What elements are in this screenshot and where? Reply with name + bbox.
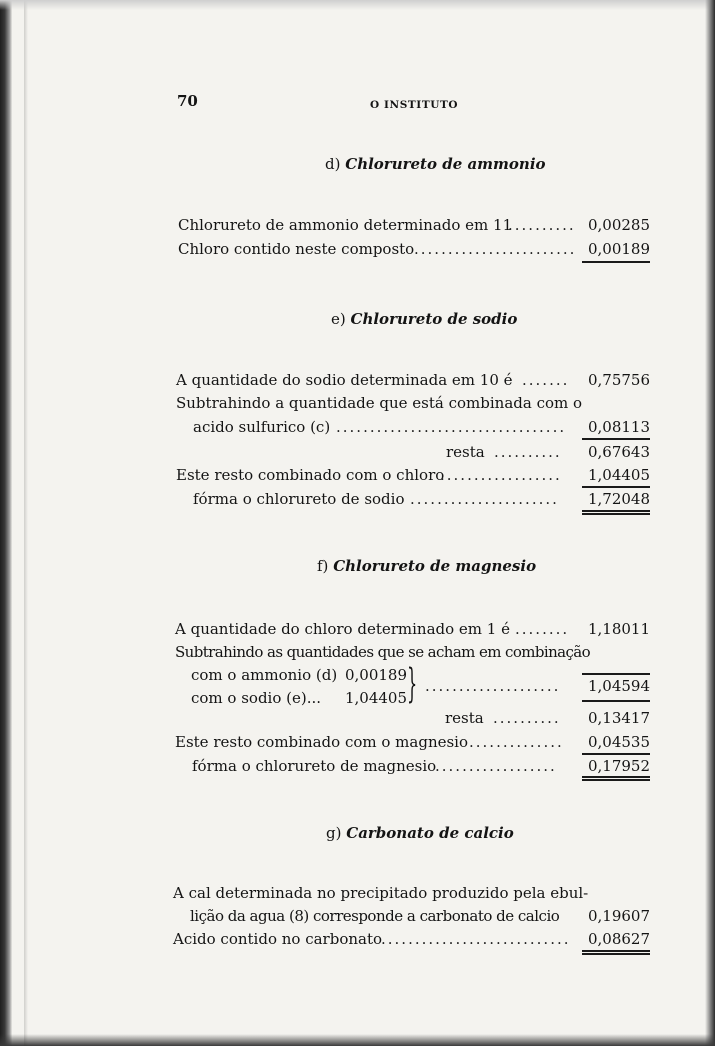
row-label: Subtrahindo a quantidade que está combinada com o [176,394,583,412]
row-value: 1,18011 [587,620,650,638]
sum-rule [582,753,650,755]
section-heading-d [325,155,546,173]
section-title: Chlorureto de sodio [350,310,518,328]
section-heading-g [326,824,514,842]
scan-shadow [24,0,28,1046]
row-label: com o ammonio (d) [191,666,338,684]
row-label: Chloro contido neste composto [178,240,415,258]
section-letter: g) [326,824,342,842]
leader-dots: .................. [440,466,562,484]
sum-rule [582,950,650,952]
row-value: 0,04535 [587,733,650,751]
sum-rule [582,261,650,263]
page-number: 70 [177,92,198,110]
section-heading-f [317,557,536,575]
row-value: 0,13417 [587,709,650,727]
row-label: Este resto combinado com o chloro [176,466,445,484]
row-value: 1,72048 [587,490,650,508]
sum-rule [582,700,650,702]
row-value: 0,17952 [587,757,650,775]
leader-dots: .......... [493,709,561,727]
row-value: 0,00189 [587,240,650,258]
row-value: 0,00285 [587,216,650,234]
row-label: fórma o chlorureto de magnesio [192,757,437,775]
section-letter: f) [317,557,329,575]
section-title: Chlorureto de magnesio [333,557,537,575]
section-title: Carbonato de calcio [346,824,514,842]
leader-dots: ....... [522,371,570,389]
leader-dots: .............. [469,733,564,751]
row-label: Chlorureto de ammonio determinado em 11 [178,216,513,234]
row-value: 0,67643 [587,443,650,461]
leader-dots: ........ [515,620,570,638]
row-label: Subtrahindo as quantidades que se acham em combinação [175,643,591,661]
leader-dots: ...................... [410,490,559,508]
sum-rule [582,486,650,488]
row-value: 0,08113 [587,418,650,436]
row-label: fórma o chlorureto de sodio [193,490,405,508]
leader-dots: ............................ [381,930,571,948]
scan-edge-bottom [0,1034,715,1046]
section-letter: e) [331,310,346,328]
section-title: Chlorureto de ammonio [345,155,546,173]
scan-edge-right [705,0,715,1046]
leader-dots: ........................ [414,240,576,258]
row-label: A cal determinada no precipitado produzido pela ebul- [173,884,589,902]
double-rule [582,779,650,781]
scan-edge-left [0,0,12,1046]
row-value: 0,00189 [344,666,407,684]
row-value: 0,08627 [587,930,650,948]
leader-dots: .................... [425,677,561,695]
row-value: 1,04594 [587,677,650,695]
row-label: resta [446,443,485,461]
right-brace: } [407,661,418,707]
section-letter: d) [325,155,341,173]
row-label: A quantidade do chloro determinado em 1 é [175,620,510,638]
double-rule [582,953,650,955]
leader-dots: .................. [435,757,557,775]
row-label: A quantidade do sodio determinada em 10 é [176,371,513,389]
running-title: O INSTITUTO [370,99,459,111]
row-label: com o sodio (e)... [191,689,322,707]
sum-rule [582,510,650,512]
row-label: Acido contido no carbonato [173,930,383,948]
leader-dots: .................................. [336,418,567,436]
section-heading-e [331,310,517,328]
leader-dots: .......... [508,216,576,234]
row-value: 1,04405 [587,466,650,484]
sum-rule [582,776,650,778]
row-label: Este resto combinado com o magnesio [175,733,469,751]
sum-rule [582,438,650,440]
row-value: 0,19607 [587,907,650,925]
leader-dots: .......... [494,443,562,461]
row-value: 1,04405 [344,689,407,707]
row-label: resta [445,709,484,727]
row-value: 0,75756 [587,371,650,389]
row-label: acido sulfurico (c) [193,418,331,436]
double-rule [582,513,650,515]
sum-rule [582,673,650,675]
row-label: lição da agua (8) corresponde a carbonato de calcio [190,907,560,925]
scan-edge-top [0,0,715,10]
